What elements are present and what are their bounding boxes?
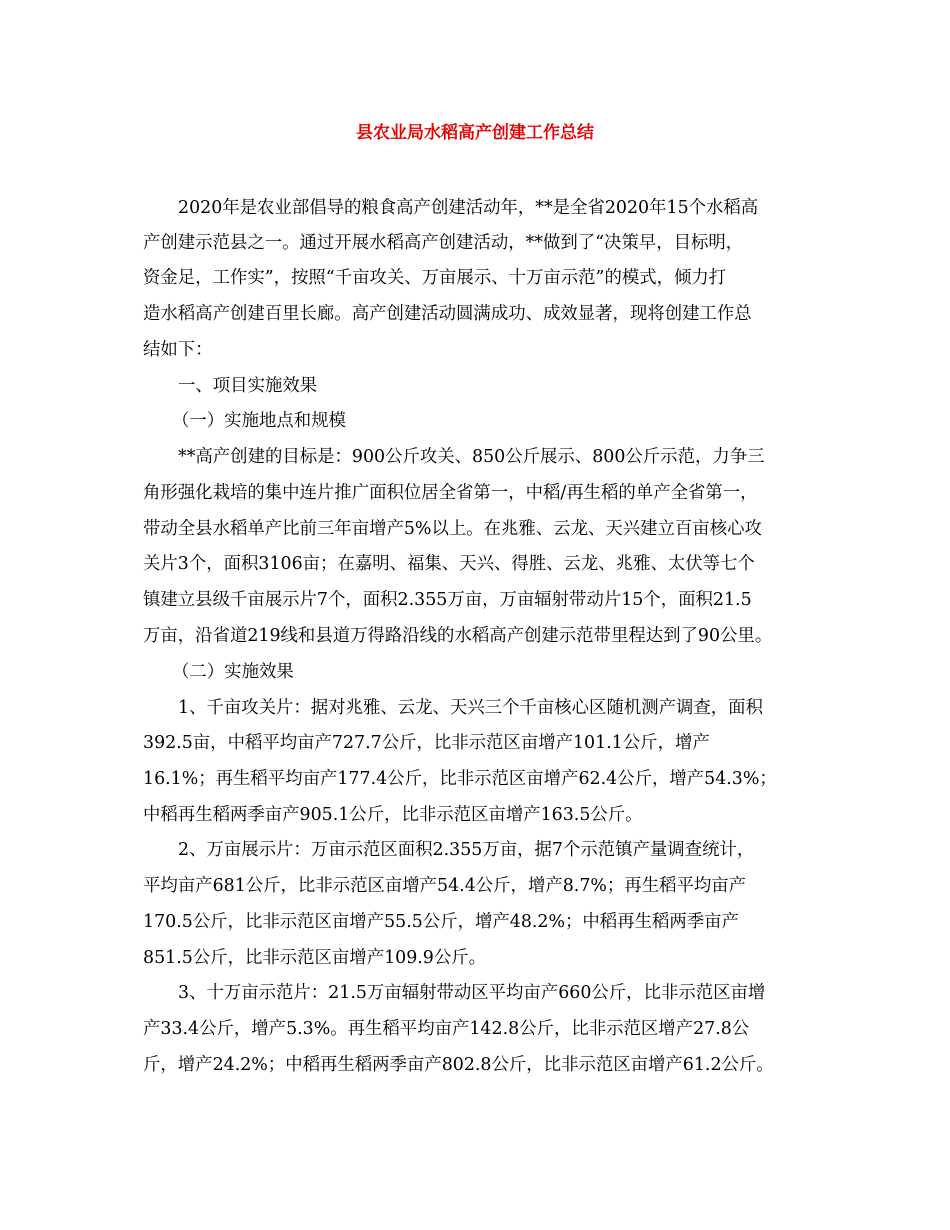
paragraph-line: 2020年是农业部倡导的粮食高产创建活动年，**是全省2020年15个水稻高 [178, 198, 759, 218]
paragraph-line: 851.5公斤，比非示范区亩增产109.9公斤。 [143, 948, 487, 968]
paragraph-line: 带动全县水稻单产比前三年亩增产5%以上。在兆雅、云龙、天兴建立百亩核心攻 [143, 519, 762, 539]
paragraph-line: 产创建示范县之一。通过开展水稻高产创建活动，**做到了“决策早，目标明， [143, 233, 744, 253]
paragraph-line: 斤，增产24.2%；中稻再生稻两季亩产802.8公斤，比非示范区亩增产61.2公斤。 [143, 1055, 774, 1075]
paragraph-line: 392.5亩，中稻平均亩产727.7公斤，比非示范区亩增产101.1公斤，增产 [143, 733, 710, 753]
paragraph-line: 2、万亩展示片：万亩示范区面积2.355万亩，据7个示范镇产量调查统计， [178, 840, 755, 860]
subsection-heading: （一）实施地点和规模 [172, 411, 346, 431]
paragraph-line: 结如下： [143, 340, 213, 360]
paragraph-line: 关片3个，面积3106亩；在嘉明、福集、天兴、得胜、云龙、兆雅、太伏等七个 [143, 554, 755, 574]
paragraph-line: 3、十万亩示范片：21.5万亩辐射带动区平均亩产660公斤，比非示范区亩增 [178, 983, 766, 1003]
document-title: 县农业局水稻高产创建工作总结 [356, 123, 594, 143]
paragraph-line: 角形强化栽培的集中连片推广面积位居全省第一，中稻/再生稻的单产全省第一， [143, 483, 758, 503]
paragraph-line: 170.5公斤，比非示范区亩增产55.5公斤，增产48.2%；中稻再生稻两季亩产 [143, 912, 739, 932]
paragraph-line: 产33.4公斤，增产5.3%。再生稻平均亩产142.8公斤，比非示范区增产27.8公 [143, 1019, 750, 1039]
paragraph-line: 资金足，工作实”，按照“千亩攻关、万亩展示、十万亩示范”的模式，倾力打 [143, 268, 727, 288]
section-heading: 一、项目实施效果 [178, 376, 318, 396]
paragraph-line: 16.1%；再生稻平均亩产177.4公斤，比非示范区亩增产62.4公斤，增产54.3%； [143, 769, 777, 789]
paragraph-line: 镇建立县级千亩展示片7个，面积2.355万亩，万亩辐射带动片15个，面积21.5 [143, 590, 752, 610]
paragraph-line: 中稻再生稻两季亩产905.1公斤，比非示范区亩增产163.5公斤。 [143, 805, 643, 825]
paragraph-line: 平均亩产681公斤，比非示范区亩增产54.4公斤，增产8.7%；再生稻平均亩产 [143, 876, 747, 896]
paragraph-line: 万亩，沿省道219线和县道万得路沿线的水稻高产创建示范带里程达到了90公里。 [143, 626, 773, 646]
subsection-heading: （二）实施效果 [172, 662, 294, 682]
paragraph-line: **高产创建的目标是：900公斤攻关、850公斤展示、800公斤示范，力争三 [178, 447, 765, 467]
paragraph-line: 1、千亩攻关片：据对兆雅、云龙、天兴三个千亩核心区随机测产调查，面积 [178, 698, 763, 718]
paragraph-line: 造水稻高产创建百里长廊。高产创建活动圆满成功、成效显著，现将创建工作总 [143, 304, 752, 324]
